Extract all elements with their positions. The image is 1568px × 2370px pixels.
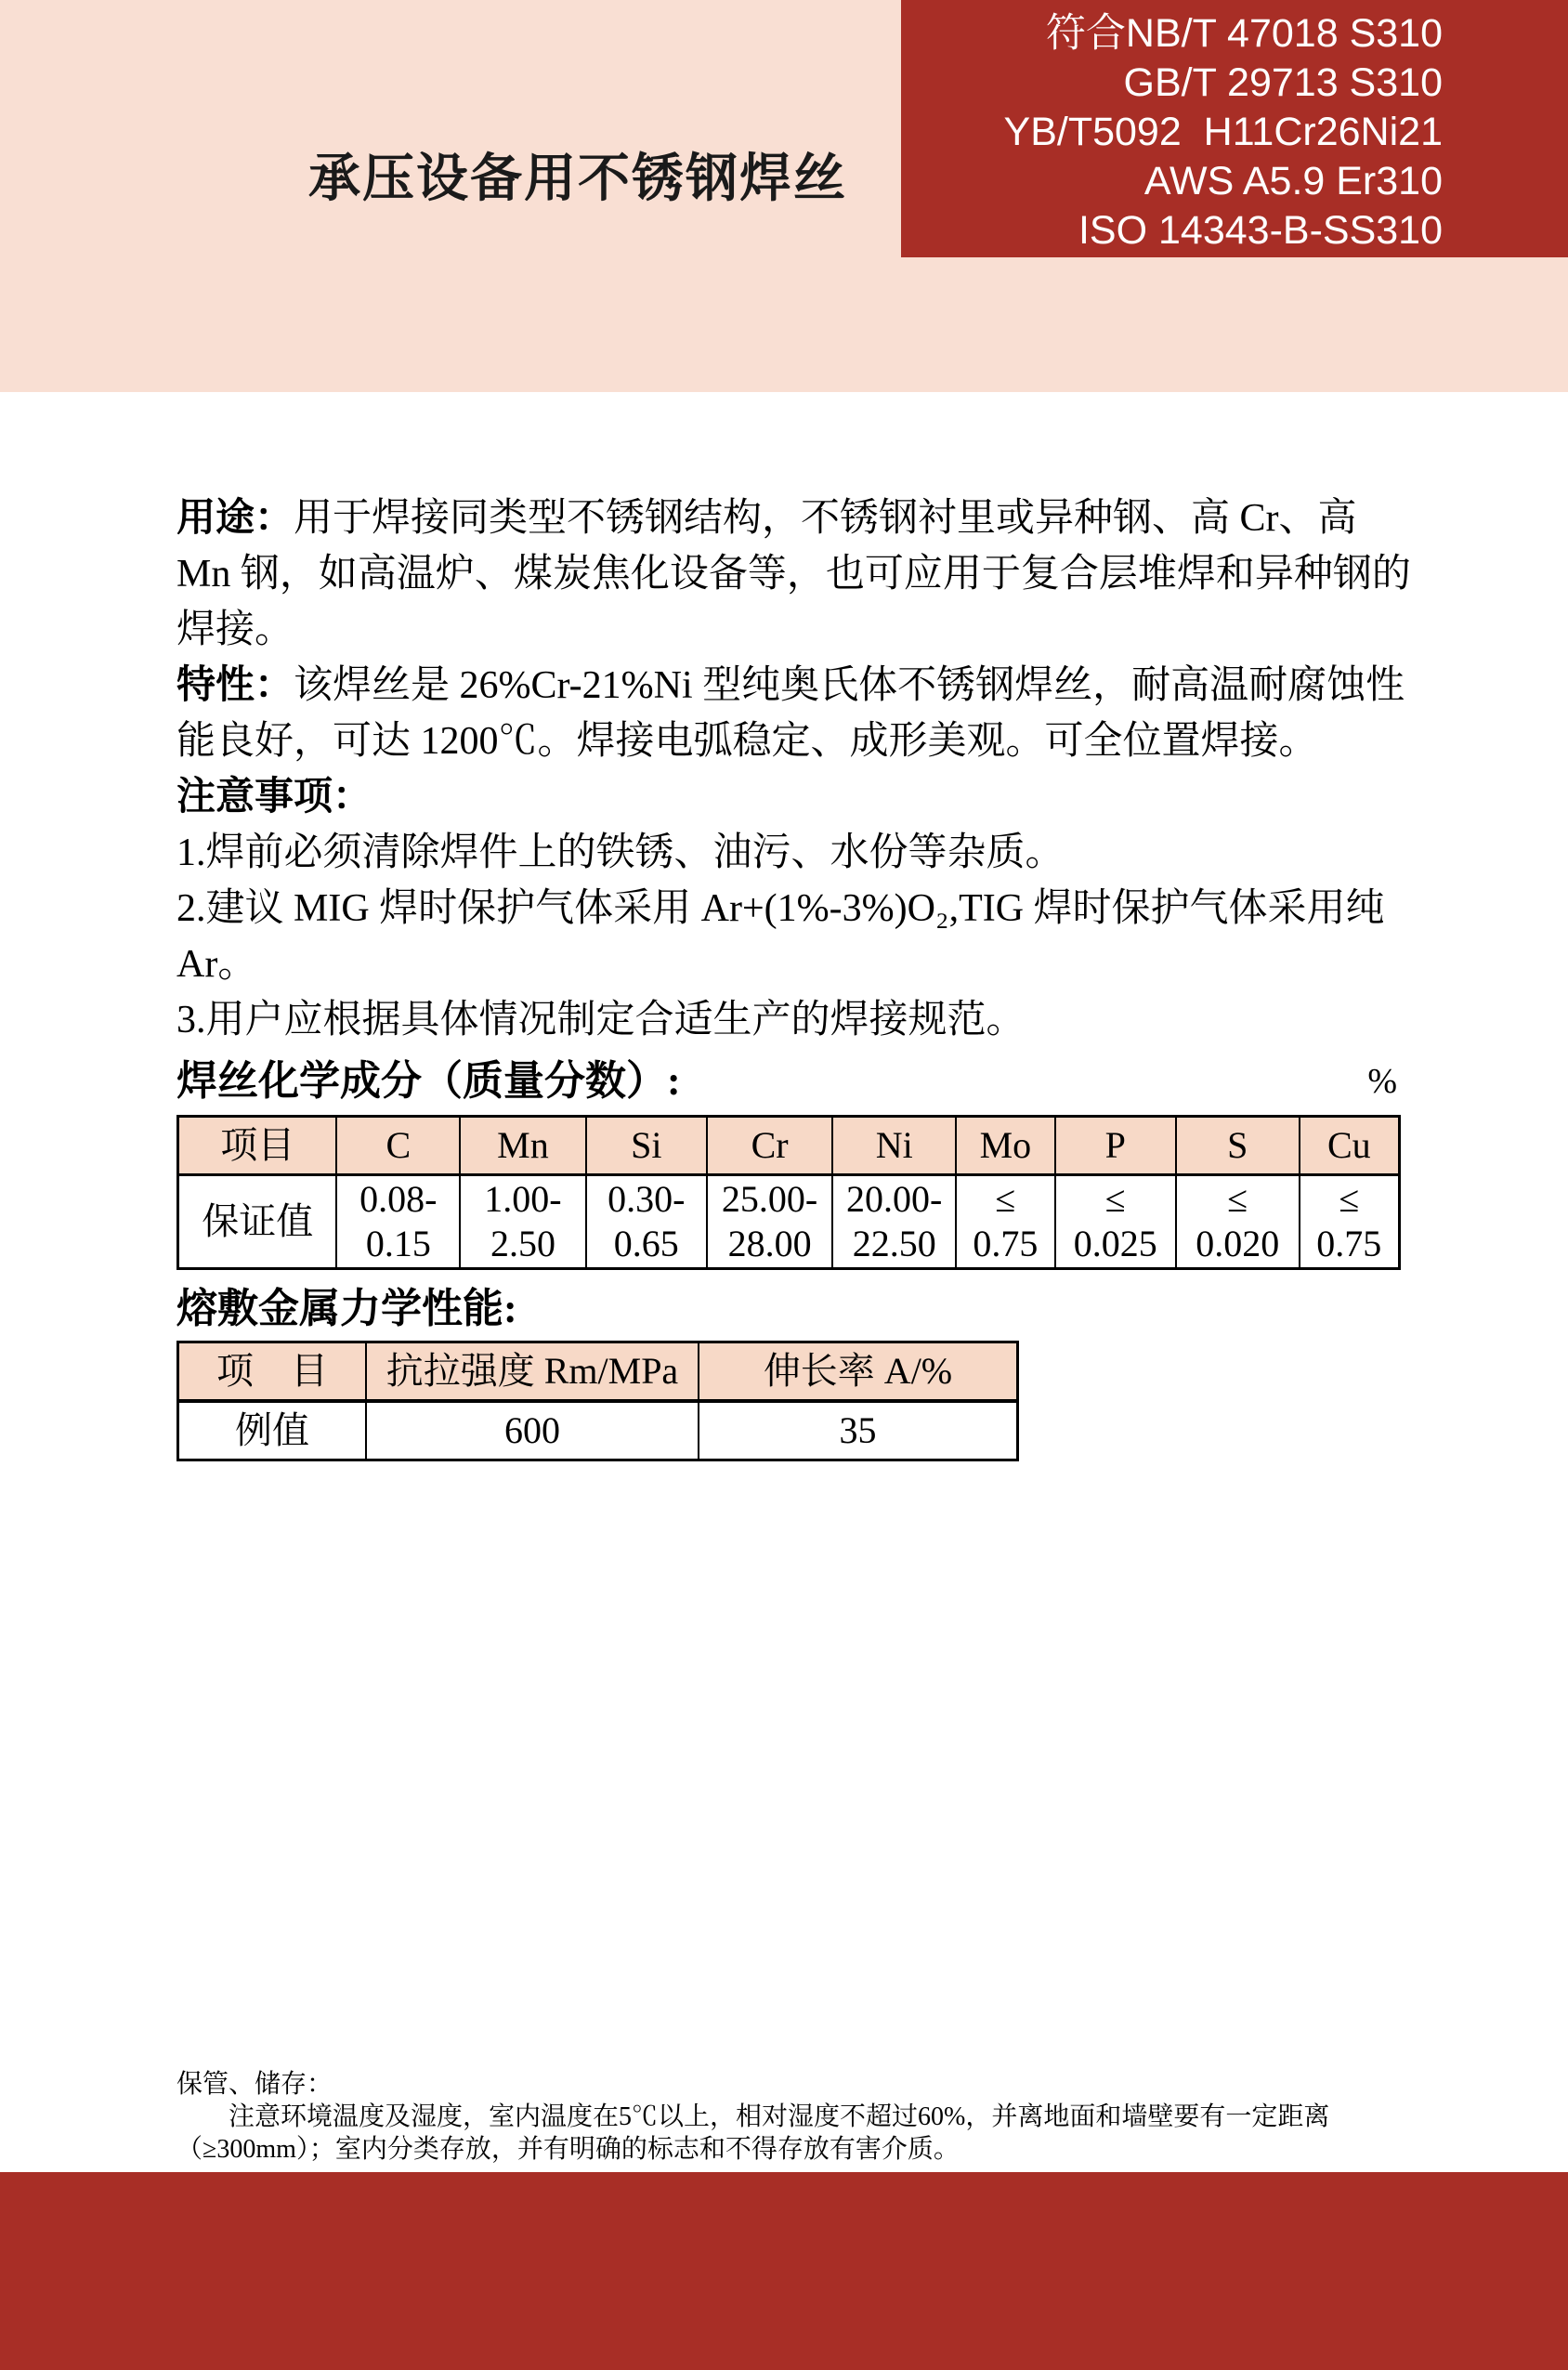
chem-value-cell bbox=[336, 1175, 460, 1269]
chem-heading-row bbox=[176, 1054, 1401, 1109]
chem-limit-value: 0.75 bbox=[1316, 1223, 1382, 1264]
mech-elongation-value: 35 bbox=[699, 1401, 1018, 1460]
chem-value-cell bbox=[586, 1175, 707, 1269]
chem-col-header: Cr bbox=[707, 1117, 832, 1175]
mech-col-header: 伸长率 A/% bbox=[699, 1342, 1018, 1402]
mech-row-label: 例值 bbox=[178, 1401, 366, 1460]
chem-value-max: 28.00 bbox=[727, 1223, 812, 1264]
usage-text: 用于焊接同类型不锈钢结构，不锈钢衬里或异种钢、高 Cr、高 Mn 钢，如高温炉、煤炭焦化设备等，也可应用于复合层堆焊和异种钢的焊接。 bbox=[176, 497, 1411, 651]
features-paragraph bbox=[176, 658, 1412, 769]
page-title: 承压设备用不锈钢焊丝 bbox=[308, 149, 847, 207]
chem-limit-value: 0.025 bbox=[1073, 1223, 1157, 1264]
chem-value-min: 1.00- bbox=[484, 1178, 562, 1220]
usage-label: 用途： bbox=[176, 497, 294, 540]
chem-col-header: P bbox=[1055, 1117, 1176, 1175]
storage-text: 注意环境温度及湿度，室内温度在5℃以上，相对湿度不超过60%，并离地面和墙壁要有一定距离（≥300mm）；室内分类存放，并有明确的标志和不得存放有害介质。 bbox=[176, 2102, 1330, 2164]
chem-limit-symbol: ≤ bbox=[995, 1178, 1016, 1220]
chem-col-header: Mo bbox=[956, 1117, 1055, 1175]
chem-col-header: 项目 bbox=[178, 1117, 337, 1175]
chem-value-max: 2.50 bbox=[490, 1223, 555, 1264]
mech-tensile-value: 600 bbox=[366, 1401, 699, 1460]
standard-line: AWS A5.9 Er310 bbox=[1143, 159, 1443, 203]
standard-line: ISO 14343-B-SS310 bbox=[1078, 208, 1443, 253]
footer-band bbox=[0, 2172, 1568, 2370]
mech-properties-table bbox=[176, 1341, 1019, 1461]
chem-limit-symbol: ≤ bbox=[1227, 1178, 1248, 1220]
chem-value-cell bbox=[1176, 1175, 1300, 1269]
usage-paragraph bbox=[176, 491, 1412, 658]
chem-header-row bbox=[178, 1117, 1400, 1175]
chem-value-cell bbox=[460, 1175, 585, 1269]
chem-col-header: S bbox=[1176, 1117, 1300, 1175]
chem-limit-value: 0.75 bbox=[973, 1223, 1039, 1264]
chem-col-header: Cu bbox=[1300, 1117, 1400, 1175]
standard-line: 符合NB/T 47018 S310 bbox=[1045, 11, 1443, 56]
chem-value-cell bbox=[1300, 1175, 1400, 1269]
storage-heading: 保管、储存： bbox=[176, 2070, 333, 2099]
features-label: 特性： bbox=[176, 664, 294, 707]
note-item-2: 2.建议 MIG 焊时保护气体采用 Ar+(1%-3%)O₂,TIG 焊时保护气体采用纯 Ar。 bbox=[176, 887, 1385, 986]
chem-value-max: 0.15 bbox=[365, 1223, 431, 1264]
note-item-3: 3.用户应根据具体情况制定合适生产的焊接规范。 bbox=[176, 999, 1026, 1041]
standards-box bbox=[901, 0, 1568, 257]
chem-col-header: Mn bbox=[460, 1117, 585, 1175]
body-content bbox=[176, 491, 1412, 1461]
chem-value-cell bbox=[832, 1175, 956, 1269]
note-item-1: 1.焊前必须清除焊件上的铁锈、油污、水份等杂质。 bbox=[176, 831, 1065, 874]
mech-col-header: 项 目 bbox=[178, 1342, 366, 1402]
chem-heading: 焊丝化学成分（质量分数）: bbox=[176, 1058, 681, 1104]
chem-limit-symbol: ≤ bbox=[1339, 1178, 1360, 1220]
standard-line: GB/T 29713 S310 bbox=[1123, 60, 1443, 105]
chem-value-min: 0.30- bbox=[608, 1178, 686, 1220]
chem-limit-symbol: ≤ bbox=[1104, 1178, 1126, 1220]
mech-value-row bbox=[178, 1401, 1018, 1460]
chem-value-min: 0.08- bbox=[359, 1178, 438, 1220]
features-text: 该焊丝是 26%Cr-21%Ni 型纯奥氏体不锈钢焊丝，耐高温耐腐蚀性能良好，可达 1200℃。焊接电弧稳定、成形美观。可全位置焊接。 bbox=[176, 664, 1405, 763]
chem-composition-table bbox=[176, 1115, 1401, 1270]
chem-value-cell bbox=[956, 1175, 1055, 1269]
notes-heading: 注意事项： bbox=[176, 776, 372, 818]
chem-value-cell bbox=[1055, 1175, 1176, 1269]
chem-col-header: C bbox=[336, 1117, 460, 1175]
chem-value-min: 25.00- bbox=[721, 1178, 818, 1220]
chem-unit-label: % bbox=[1367, 1062, 1397, 1101]
chem-value-min: 20.00- bbox=[846, 1178, 943, 1220]
standard-line: YB/T5092 H11Cr26Ni21 bbox=[1003, 110, 1443, 154]
chem-col-header: Ni bbox=[832, 1117, 956, 1175]
mech-header-row bbox=[178, 1342, 1018, 1402]
chem-value-cell bbox=[707, 1175, 832, 1269]
chem-value-max: 22.50 bbox=[852, 1223, 936, 1264]
mech-heading: 熔敷金属力学性能: bbox=[176, 1286, 517, 1331]
chem-value-row bbox=[178, 1175, 1400, 1269]
chem-value-max: 0.65 bbox=[613, 1223, 679, 1264]
storage-section bbox=[176, 2068, 1451, 2166]
chem-row-label: 保证值 bbox=[178, 1175, 337, 1269]
chem-col-header: Si bbox=[586, 1117, 707, 1175]
chem-limit-value: 0.020 bbox=[1196, 1223, 1280, 1264]
mech-col-header: 抗拉强度 Rm/MPa bbox=[366, 1342, 699, 1402]
